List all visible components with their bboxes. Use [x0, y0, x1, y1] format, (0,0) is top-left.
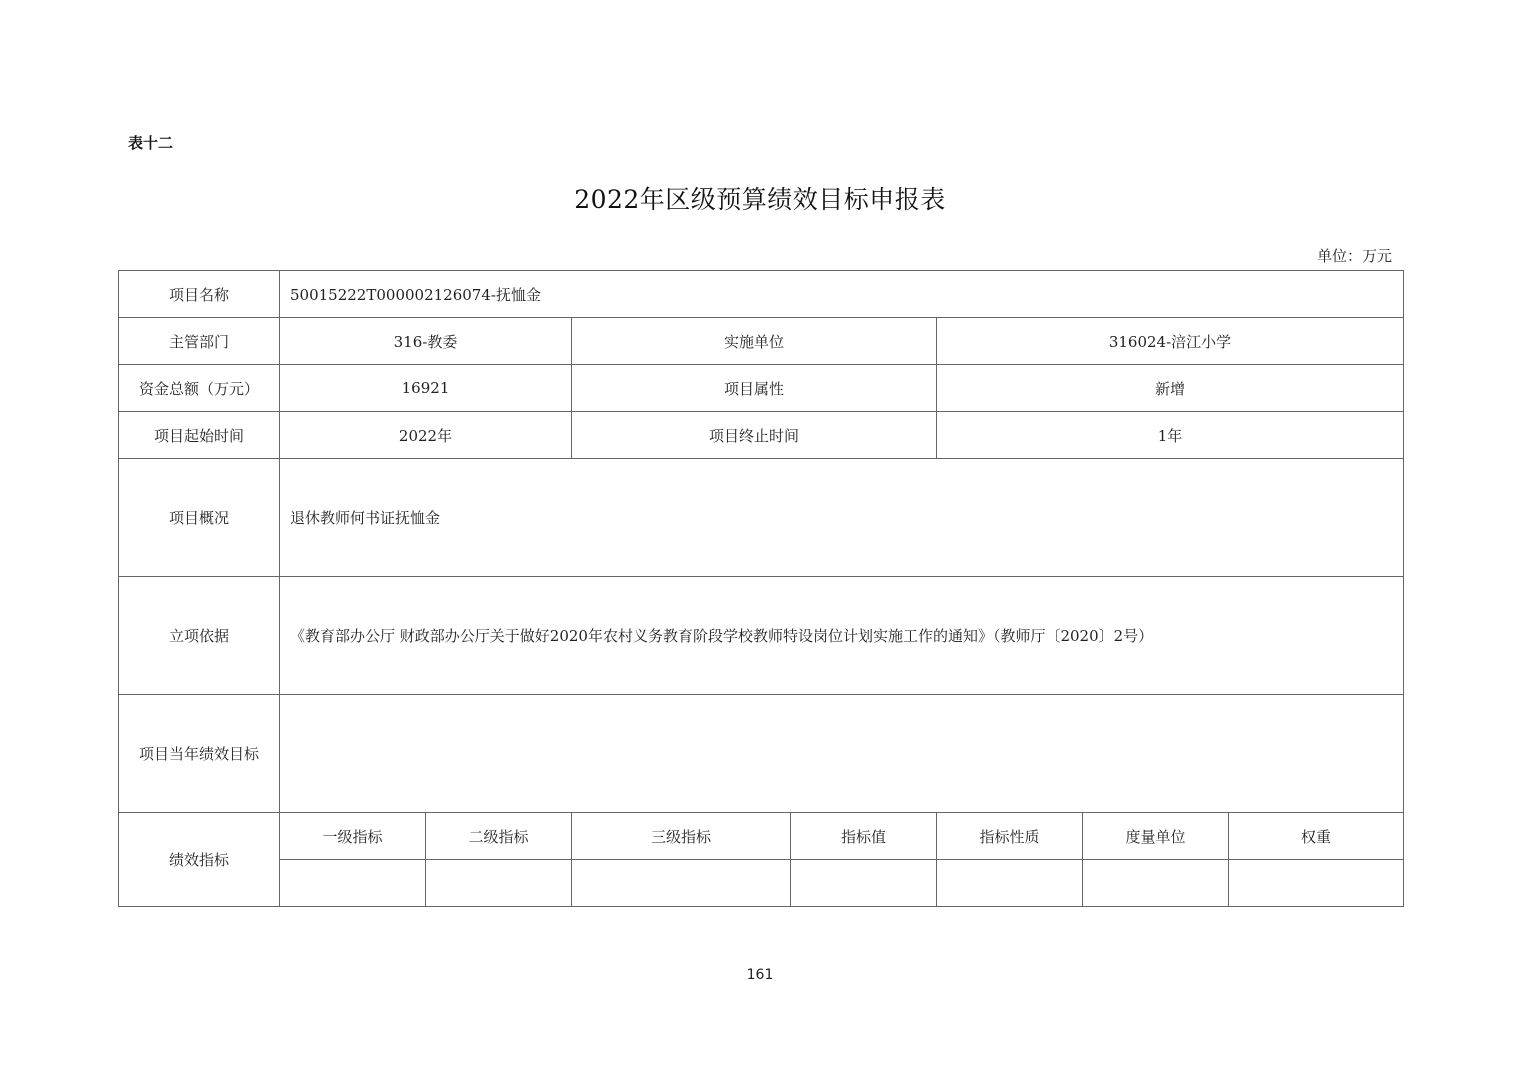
indicator-header: 权重 — [1229, 813, 1404, 860]
row-project-name — [119, 271, 1404, 318]
overview-value: 退休教师何书证抚恤金 — [280, 459, 1404, 577]
indicator-cell — [1083, 860, 1229, 907]
end-time-value: 1年 — [937, 412, 1404, 459]
basis-value: 《教育部办公厅 财政部办公厅关于做好2020年农村义务教育阶段学校教师特设岗位计划实施工作的通知》（教师厅〔2020〕2号） — [280, 577, 1404, 695]
row-overview — [119, 459, 1404, 577]
start-time-value: 2022年 — [280, 412, 572, 459]
annual-target-value — [280, 695, 1404, 813]
indicator-cell — [280, 860, 426, 907]
basis-label: 立项依据 — [119, 577, 280, 695]
row-department — [119, 318, 1404, 365]
project-name-label: 项目名称 — [119, 271, 280, 318]
overview-label: 项目概况 — [119, 459, 280, 577]
indicator-cell — [791, 860, 937, 907]
unit-label: 单位：万元 — [1316, 247, 1392, 265]
page-number: 161 — [746, 967, 774, 983]
implementer-value: 316024-涪江小学 — [937, 318, 1404, 365]
indicator-cell — [1229, 860, 1404, 907]
attribute-value: 新增 — [937, 365, 1404, 412]
budget-performance-form — [118, 270, 1404, 907]
start-time-label: 项目起始时间 — [119, 412, 280, 459]
row-indicator-values — [119, 860, 1404, 907]
indicator-header: 二级指标 — [426, 813, 572, 860]
annual-target-label: 项目当年绩效目标 — [119, 695, 280, 813]
row-basis — [119, 577, 1404, 695]
row-annual-target — [119, 695, 1404, 813]
table-number: 表十二 — [128, 134, 174, 152]
implementer-label: 实施单位 — [572, 318, 937, 365]
attribute-label: 项目属性 — [572, 365, 937, 412]
indicator-cell — [426, 860, 572, 907]
indicator-header: 指标值 — [791, 813, 937, 860]
indicator-header: 指标性质 — [937, 813, 1083, 860]
total-funds-value: 16921 — [280, 365, 572, 412]
row-funds — [119, 365, 1404, 412]
department-value: 316-教委 — [280, 318, 572, 365]
indicator-cell — [572, 860, 791, 907]
indicators-label: 绩效指标 — [119, 813, 280, 907]
indicator-header: 度量单位 — [1083, 813, 1229, 860]
indicator-header: 三级指标 — [572, 813, 791, 860]
indicator-header: 一级指标 — [280, 813, 426, 860]
project-name-value: 50015222T000002126074-抚恤金 — [280, 271, 1404, 318]
row-indicator-headers — [119, 813, 1404, 860]
total-funds-label: 资金总额（万元） — [119, 365, 280, 412]
row-time — [119, 412, 1404, 459]
department-label: 主管部门 — [119, 318, 280, 365]
indicator-cell — [937, 860, 1083, 907]
end-time-label: 项目终止时间 — [572, 412, 937, 459]
document-title: 2022年区级预算绩效目标申报表 — [574, 185, 946, 214]
